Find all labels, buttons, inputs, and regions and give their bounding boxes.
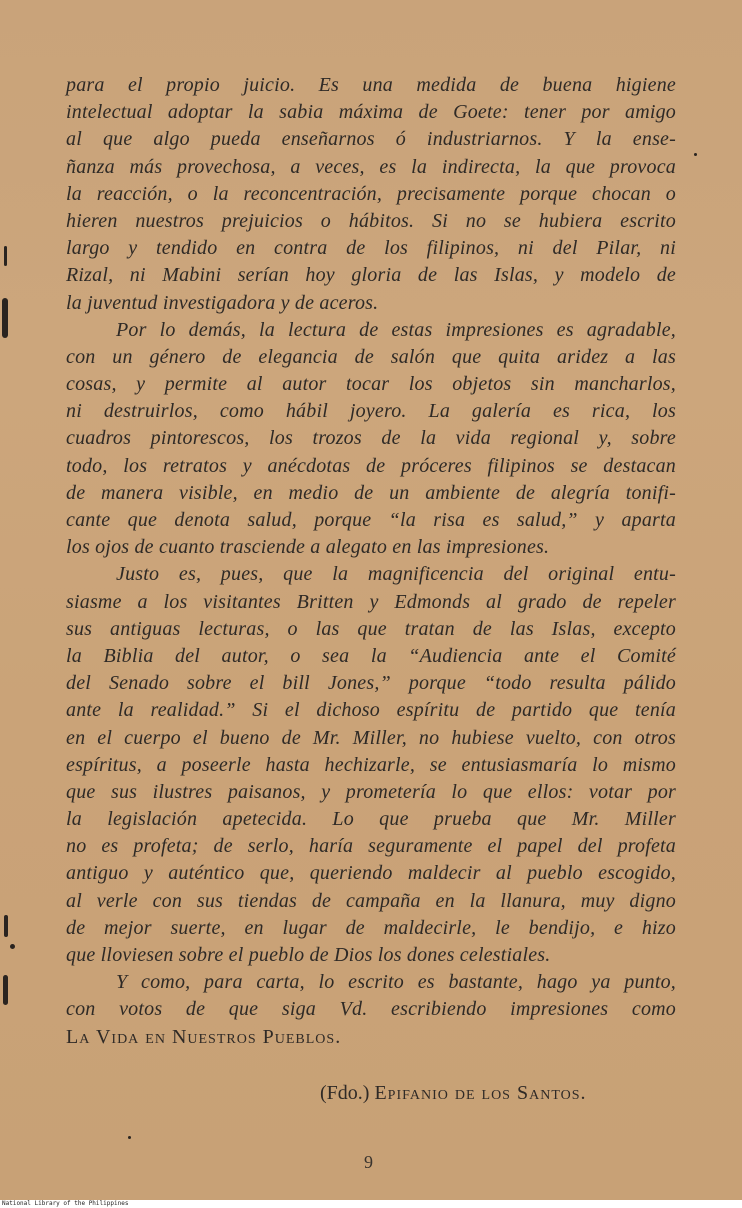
body-line: ñanza más provechosa, a veces, es la indirecta, la que provoca xyxy=(66,155,676,178)
signature-name: Epifanio de los Santos. xyxy=(374,1082,587,1104)
body-line: Y como, para carta, lo escrito es bastante, hago ya punto, xyxy=(116,971,676,994)
ink-speck xyxy=(694,153,697,156)
body-line: que sus ilustres paisanos, y prometería lo que ellos: votar por xyxy=(66,780,676,803)
body-line: antiguo y auténtico que, queriendo maldecir al pueblo escogido, xyxy=(66,862,676,885)
body-line: que lloviesen sobre el pueblo de Dios los dones celestiales. xyxy=(66,944,551,966)
ink-speck xyxy=(2,298,8,338)
body-line: siasme a los visitantes Britten y Edmonds al grado de repeler xyxy=(66,590,676,613)
body-line: hieren nuestros prejuicios o hábitos. Si no se hubiera escrito xyxy=(66,209,676,232)
body-line: en el cuerpo el bueno de Mr. Miller, no hubiese vuelto, con otros xyxy=(66,726,676,749)
body-line: de manera visible, en medio de un ambiente de alegría tonifi- xyxy=(66,481,676,504)
body-line: cante que denota salud, porque “la risa es salud,” y aparta xyxy=(66,509,676,531)
body-line: sus antiguas lecturas, o las que tratan de las Islas, excepto xyxy=(66,617,676,640)
letter-body xyxy=(66,72,676,1051)
body-line: largo y tendido en contra de los filipinos, ni del Pilar, ni xyxy=(66,237,676,260)
body-line: intelectual adoptar la sabia máxima de Goete: tener por amigo xyxy=(66,101,676,124)
body-line: la reacción, o la reconcentración, precisamente porque chocan o xyxy=(66,182,676,205)
body-line: la Biblia del autor, o sea la “Audiencia ante el Comité xyxy=(66,644,676,667)
ink-speck xyxy=(4,246,7,266)
body-line: del Senado sobre el bill Jones,” porque “todo resulta pálido xyxy=(66,672,676,695)
ink-speck xyxy=(128,1136,131,1139)
book-title-line xyxy=(66,1024,676,1051)
signature-prefix: (Fdo.) xyxy=(320,1082,370,1104)
body-line: de mejor suerte, en lugar de maldecirle, le bendijo, e hizo xyxy=(66,916,676,939)
body-line: Por lo demás, la lectura de estas impresiones es agradable, xyxy=(116,318,676,341)
body-line: los ojos de cuanto trasciende a alegato en las impresiones. xyxy=(66,536,550,559)
ink-speck xyxy=(10,944,15,949)
page-number: 9 xyxy=(364,1152,373,1172)
body-line: cuadros pintorescos, los trozos de la vida regional y, sobre xyxy=(66,427,676,450)
body-line: no es profeta; de serlo, haría seguramente el papel del profeta xyxy=(66,835,676,858)
ink-speck xyxy=(3,975,8,1005)
book-title: La Vida en Nuestros Pueblos. xyxy=(66,1025,342,1048)
body-line: espíritus, a poseerle hasta hechizarle, se entusiasmaría lo mismo xyxy=(66,753,676,776)
body-line: Rizal, ni Mabini serían hoy gloria de las Islas, y modelo de xyxy=(66,264,676,287)
ink-speck xyxy=(4,915,8,937)
body-line: la juventud investigadora y de aceros. xyxy=(66,291,379,314)
body-line: al verle con sus tiendas de campaña en la llanura, muy digno xyxy=(66,889,676,912)
body-line: ante la realidad.” Si el dichoso espíritu de partido que tenía xyxy=(66,699,676,722)
signature xyxy=(320,1082,587,1105)
body-line: con un género de elegancia de salón que quita aridez a las xyxy=(66,345,676,368)
body-line: con votos de que siga Vd. escribiendo impresiones como xyxy=(66,998,676,1021)
body-line: para el propio juicio. Es una medida de buena higiene xyxy=(66,74,676,96)
footer-credit: National Library of the Philippines xyxy=(2,1200,129,1207)
body-line: la legislación apetecida. Lo que prueba que Mr. Miller xyxy=(66,808,676,831)
body-line: al que algo pueda enseñarnos ó industriarnos. Y la ense- xyxy=(66,128,676,151)
body-line: ni destruirlos, como hábil joyero. La galería es rica, los xyxy=(66,400,676,423)
body-line: Justo es, pues, que la magnificencia del original entu- xyxy=(116,563,676,586)
body-line: todo, los retratos y anécdotas de próceres filipinos se destacan xyxy=(66,454,676,477)
body-line: cosas, y permite al autor tocar los objetos sin mancharlos, xyxy=(66,373,676,396)
